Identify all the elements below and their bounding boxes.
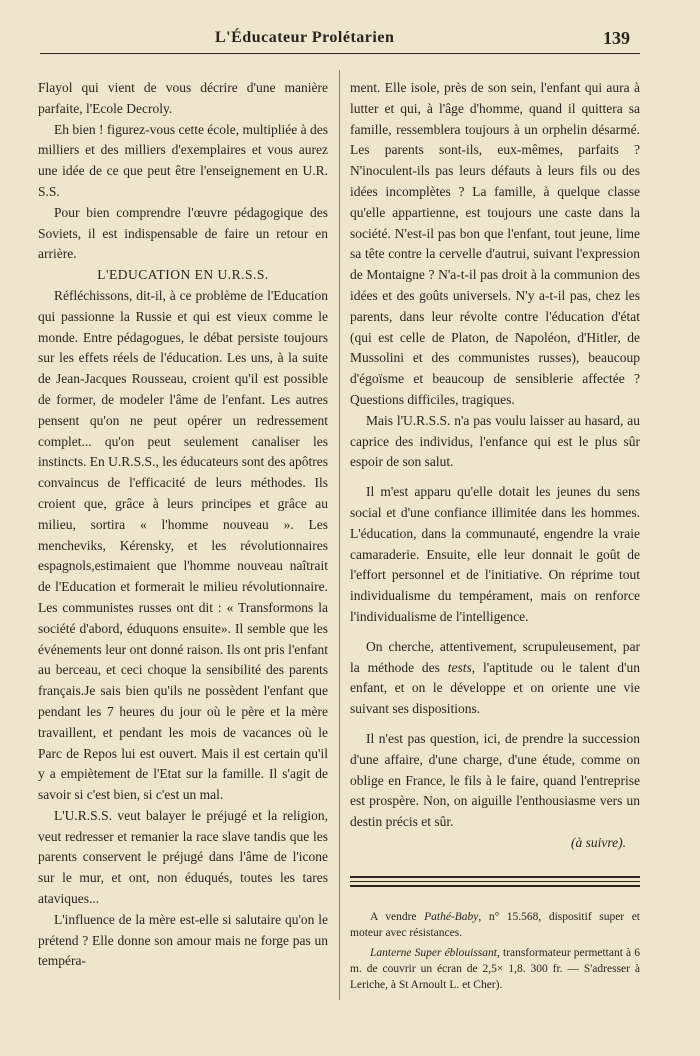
- italic-term: tests: [447, 659, 472, 675]
- text-run: A vendre: [370, 910, 425, 923]
- separator-rule: [350, 876, 640, 887]
- product-name: Lanterne Super éblouissant: [370, 946, 497, 959]
- section-heading: L'EDUCATION EN U.R.S.S.: [97, 267, 269, 283]
- to-be-continued: [350, 833, 640, 854]
- paragraph: Réfléchissons, dit-il, à ce problème de l'Education qui passionne la Russie et qui est vieux comme le monde. Entre pédagogues, le débat persiste toujours sur les effets réels de l'éducation. Les uns, à la suite de Jean-Jacques Rousseau, croient qu'il est possible de former, de modeler l'âme de l'enfant. Les autres pensent qu'on ne peut opérer un redressement complet... qu'on peut seulement canaliser les instincts. En U.R.S.S., les éducateurs sont des apôtres convaincus de l'efficacité de leurs méthodes. Ils croient que, grâce à leurs principes et grâce au milieu, sortira « l'homme nouveau ». Les mencheviks, Kérensky, et les révolutionnaires espagnols,estimaient que l'homme nouveau naîtrait de l'Education et formerait le milieu révolutionnaire. Les communistes russes ont dit : « Transformons la société d'abord, éduquons ensuite». Il semble que les événements leur ont donné raison. Ils ont pris l'enfant au berceau, et ceci choque la sensibilité des parents français.Je sais bien qu'ils ne possèdent l'enfant que pendant les 7 heures du jour où le père et la mère travaillent, et pendant les mois de vacances où le Parc de Repos lui est ouvert. Mais il est certain qu'il y a empiètement de l'Etat sur la famille. Il s'agit de savoir si c'est bien, si c'est un mal.: [38, 287, 328, 803]
- paragraph: Mais l'U.R.S.S. n'a pas voulu laisser au hasard, au caprice des individus, l'enfance qui est le plus sûr espoir de son salut.: [350, 412, 640, 470]
- paragraph: L'influence de la mère est-elle si salutaire qu'on le prétend ? Elle donne son amour mais ne forge pas un tempéra-: [38, 911, 328, 969]
- left-column: [38, 78, 328, 972]
- text-run: , n° 15.568, dispositif super et moteur avec résistances.: [350, 910, 640, 939]
- page-number: 139: [603, 28, 630, 48]
- paragraph: ment. Elle isole, près de son sein, l'enfant qui aura à lutter et qui, à l'âge d'homme, quand il quittera sa famille, ressemblera toujours à un orphelin désarmé. Les parents sont-ils, eux-mêmes, parfaits ? N'inoculent-ils pas leurs défauts à leurs fils ou des idées incomplètes ? La famille, à quelque classe qu'elle appartienne, est toujours une caste dans la société. N'est-il pas bon que l'enfant, tout jeune, lime sa tête contre la cervelle d'autrui, suivant l'expression de Montaigne ? N'a-t-il pas droit à la communion des idées et des goûts universels. N'y a-t-il pas, chez les parents, dans leur révolte contre l'éducation d'état (qui est celle de Platon, de Napoléon, d'Hitler, de Mussolini et des communistes russes), beaucoup d'égoïsme et beaucoup de sensiblerie affectée ? Questions difficiles, tragiques.: [350, 80, 640, 407]
- right-column: [350, 78, 640, 997]
- column-divider: [339, 70, 340, 1000]
- product-name: Pathé-Baby: [424, 910, 479, 923]
- paragraph: [350, 637, 640, 720]
- classified-ads: [350, 909, 640, 993]
- text-run: On cherche, attentivement, scrupuleusement, par la méthode des: [350, 638, 640, 675]
- ad-item: [350, 945, 640, 993]
- paragraph: Pour bien comprendre l'œuvre pédagogique des Soviets, il est indispensable de faire un retour en arrière.: [38, 204, 328, 262]
- paragraph: L'U.R.S.S. veut balayer le préjugé et la religion, veut redresser et remanier la race slave tandis que les parents conservent le préjugé dans l'âme de l'icone sur le mur, et ont, non éduqués, toutes les tares ataviques...: [38, 807, 328, 907]
- ad-item: [350, 909, 640, 941]
- paragraph: Il n'est pas question, ici, de prendre la succession d'une affaire, d'une charge, d'une étude, comme on oblige en France, le fils à le faire, quand l'entreprise est prospère. Non, on aiguille l'enthousiasme vers un destin précis et sûr.: [350, 730, 640, 830]
- text-run: , transformateur permettant à 6 m. de couvrir un écran de 2,5× 1,8. 300 fr. — S'adresser à Leriche, à St Arnoult L. et Cher).: [350, 946, 640, 991]
- paragraph: Eh bien ! figurez-vous cette école, multipliée à des milliers et des milliers d'exemplaires et vous aurez une idée de ce que peut être l'enseignement en U.R. S.S.: [38, 121, 329, 199]
- page-header: [40, 27, 640, 54]
- text-run: , l'aptitude ou le talent d'un enfant, et on le développe et on oriente une vie suivant ses dispositions.: [350, 659, 640, 717]
- paragraph: Il m'est apparu qu'elle dotait les jeunes du sens social et d'une confiance illimitée dans les hommes. L'éducation, dans la communauté, engendre la vraie camaraderie. Ensuite, elle leur donnait le goût de l'effort personnel et de l'initiative. On réprime tout individualisme du tempérament, mais on renforce l'individualisme de l'intelligence.: [350, 484, 640, 624]
- paragraph: Flayol qui vient de vous décrire d'une manière parfaite, l'Ecole Decroly.: [38, 80, 328, 116]
- journal-title: L'Éducateur Prolétarien: [215, 29, 395, 46]
- signoff-text: (à suivre).: [571, 834, 626, 850]
